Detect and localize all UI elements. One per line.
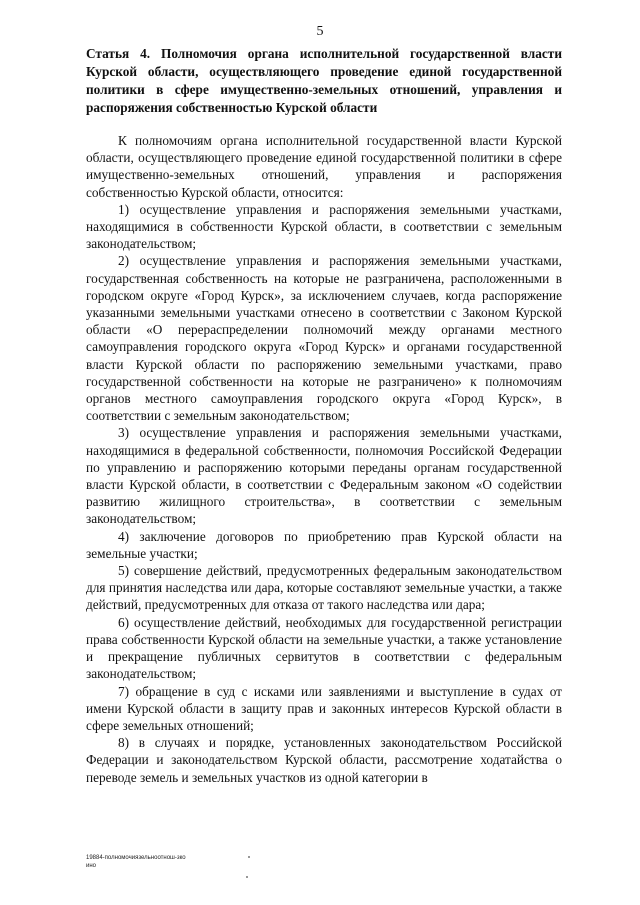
paragraph-item-5: 5) совершение действий, предусмотренных федеральным законодательством для принятия наследства или дара, которые составляют земельные участки, а также действий, предусмотренных для отказа от такого наследства или дара; (86, 563, 562, 613)
paragraph-item-1: 1) осуществление управления и распоряжения земельными участками, находящимися в собственности Курской области, в соответствии с земельным законодательством; (86, 201, 562, 252)
paragraph-item-6: 6) осуществление действий, необходимых для государственной регистрации права собственности Курской области на земельные участки, а также установление и прекращение публичных сервитутов в соответствии с федеральным законодательством; (86, 614, 562, 682)
footer-file-reference (86, 854, 226, 870)
article-body (86, 132, 562, 786)
scan-speck (248, 856, 250, 858)
article-title: Статья 4. Полномочия органа исполнительной государственной власти Курской области, осуществляющего проведение единой государственной политики в сфере имущественно-земельных отношений, управления и распоряжения собственностью Курской области (86, 46, 562, 115)
paragraph-item-4: 4) заключение договоров по приобретению прав Курской области на земельные участки; (86, 528, 562, 561)
paragraph-item-2: 2) осуществление управления и распоряжения земельными участками, государственная собственность на которые не разграничена, расположенными в городском округе «Город Курск», за исключением случаев, когда распоряжение указанными земельными участками отнесено в соответствии с Законом Курской области «О перераспределении полномочий между органами местного самоуправления городского округа «Город Курск» и органами государственной власти Курской области по распоряжению земельными участками, право государственной собственности на которые не разграничено» к полномочиям органов местного самоуправления городского округа «Город Курск», в соответствии с земельным законодательством; (86, 253, 562, 424)
footer-line-1: 19884-полномочиязельноотнош-зко (86, 855, 186, 861)
paragraph-item-3: 3) осуществление управления и распоряжения земельными участками, находящимися в федеральной собственности, полномочия Российской Федерации по управлению и распоряжению которыми переданы органам государственной власти Курской области, в соответствии с Федеральным законом «О содействии развитию жилищного строительства», в соответствии с земельным законодательством; (86, 425, 562, 527)
footer-line-2: ино (86, 863, 97, 869)
paragraph-item-8: 8) в случаях и порядке, установленных законодательством Российской Федерации и законодательством Курской области, рассмотрение ходатайства о переводе земель и земельных участков из одной категории в (86, 735, 562, 785)
paragraph-item-7: 7) обращение в суд с исками или заявлениями и выступление в судах от имени Курской области в защиту прав и законных интересов Курской области в сфере земельных отношений; (86, 683, 562, 733)
page-number: 5 (316, 24, 324, 39)
scan-speck (246, 876, 248, 878)
paragraph-intro: К полномочиям органа исполнительной государственной власти Курской области, осуществляющего проведение единой государственной политики в сфере имущественно-земельных отношений, управления и распоряжения собственностью Курской области, относится: (86, 133, 562, 200)
